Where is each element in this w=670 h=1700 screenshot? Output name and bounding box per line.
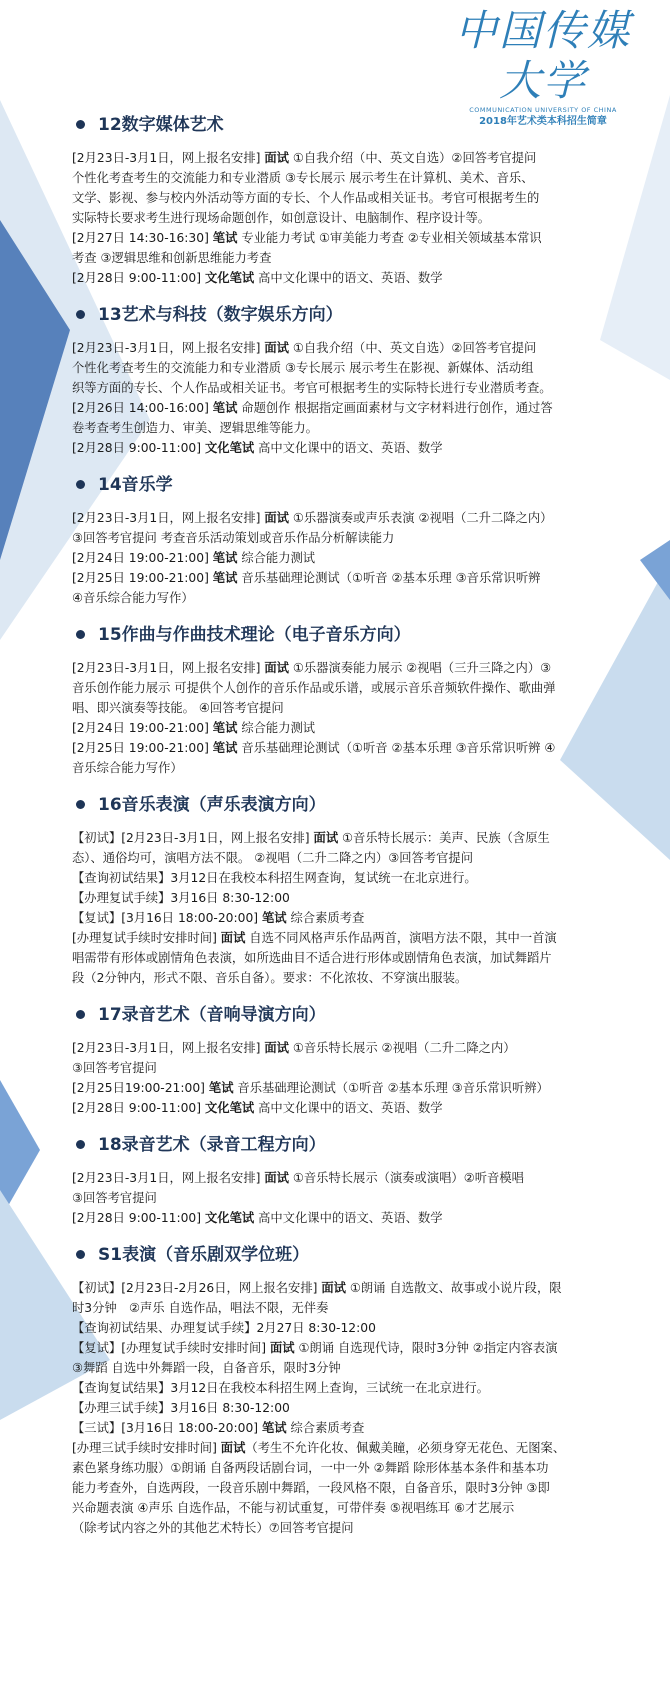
exam-type-label: 文化笔试 <box>204 1101 255 1115</box>
schedule-text: [办理复试手续时安排时间] <box>72 931 221 945</box>
schedule-text: 高中文化课中的语文、英语、数学 <box>254 271 443 285</box>
schedule-text: 【复试】[办理复试手续时安排时间] <box>72 1341 270 1355</box>
brochure-subtitle: 2018年艺术类本科招生简章 <box>479 116 607 127</box>
schedule-text: 自选不同风格声乐作品两首，演唱方法不限，其中一首演 <box>245 931 557 945</box>
schedule-text: 【查询复试结果】3月12日在我校本科招生网上查询，三试统一在北京进行。 <box>72 1381 489 1395</box>
schedule-text: [2月25日 19:00-21:00] <box>72 741 213 755</box>
schedule-text: 【办理复试手续】3月16日 8:30-12:00 <box>72 891 290 905</box>
schedule-text: 音乐综合能力写作） <box>72 761 183 775</box>
schedule-text: 【办理三试手续】3月16日 8:30-12:00 <box>72 1401 290 1415</box>
section-gap <box>72 778 632 792</box>
program-title <box>72 1242 632 1268</box>
schedule-line <box>72 1058 632 1078</box>
bullet-dot-icon <box>76 1250 85 1259</box>
schedule-text: [2月23日-3月1日，网上报名安排] <box>72 151 265 165</box>
schedule-text: ③回答考官提问 考查音乐活动策划或音乐作品分析解读能力 <box>72 531 395 545</box>
schedule-line <box>72 358 632 378</box>
exam-type-label: 文化笔试 <box>204 441 255 455</box>
schedule-line <box>72 228 632 248</box>
exam-schedule-content <box>72 112 632 1552</box>
schedule-line <box>72 1298 632 1318</box>
program-title-text: S1表演（音乐剧双学位班） <box>98 1245 310 1265</box>
schedule-line <box>72 1278 632 1298</box>
schedule-text: [2月28日 9:00-11:00] <box>72 271 205 285</box>
program-section <box>72 112 632 302</box>
bullet-dot-icon <box>76 120 85 129</box>
schedule-line <box>72 338 632 358</box>
schedule-line <box>72 1168 632 1188</box>
exam-type-label: 面试 <box>220 1441 246 1455</box>
schedule-line <box>72 1518 632 1538</box>
schedule-line <box>72 568 632 588</box>
program-section <box>72 1132 632 1242</box>
schedule-line <box>72 1378 632 1398</box>
schedule-text: 个性化考查考生的交流能力和专业潜质 ③专长展示 展示考生在计算机、美术、音乐、 <box>72 171 534 185</box>
schedule-text: 考查 ③逻辑思维和创新思维能力考查 <box>72 251 272 265</box>
schedule-text: 时3分钟 ②声乐 自选作品，唱法不限，无伴奏 <box>72 1301 329 1315</box>
program-section <box>72 1002 632 1132</box>
university-logo <box>448 6 638 128</box>
schedule-line <box>72 248 632 268</box>
schedule-line <box>72 1208 632 1228</box>
schedule-line <box>72 678 632 698</box>
schedule-line <box>72 438 632 458</box>
program-title <box>72 1002 632 1028</box>
schedule-line <box>72 698 632 718</box>
schedule-text: [办理三试手续时安排时间] <box>72 1441 221 1455</box>
schedule-line <box>72 718 632 738</box>
program-title-text: 17录音艺术（音响导演方向） <box>98 1005 326 1025</box>
schedule-text: ①自我介绍（中、英文自选）②回答考官提问 <box>288 341 537 355</box>
schedule-line <box>72 738 632 758</box>
exam-type-label: 笔试 <box>212 551 238 565</box>
schedule-text: [2月23日-3月1日，网上报名安排] <box>72 1041 265 1055</box>
bullet-dot-icon <box>76 480 85 489</box>
schedule-text: [2月28日 9:00-11:00] <box>72 1211 205 1225</box>
program-title <box>72 1132 632 1158</box>
schedule-text: 唱需带有形体或剧情角色表演，如所选曲目不适合进行形体或剧情角色表演，加试舞蹈片 <box>72 951 552 965</box>
schedule-text: [2月23日-3月1日，网上报名安排] <box>72 341 265 355</box>
section-gap <box>72 1228 632 1242</box>
exam-type-label: 笔试 <box>261 911 287 925</box>
section-gap <box>72 458 632 472</box>
schedule-line <box>72 948 632 968</box>
schedule-text: ①朗诵 自选散文、故事或小说片段，限 <box>345 1281 562 1295</box>
schedule-text: 能力考查外，自选两段，一段音乐剧中舞蹈，一段风格不限，自备音乐，限时3分钟 ③即 <box>72 1481 550 1495</box>
schedule-text: ④音乐综合能力写作） <box>72 591 194 605</box>
schedule-line <box>72 1458 632 1478</box>
schedule-line <box>72 268 632 288</box>
schedule-text: 高中文化课中的语文、英语、数学 <box>254 1211 443 1225</box>
schedule-text: 唱、即兴演奏等技能。 ④回答考官提问 <box>72 701 284 715</box>
schedule-line <box>72 1338 632 1358</box>
schedule-text: [2月28日 9:00-11:00] <box>72 1101 205 1115</box>
schedule-line <box>72 828 632 848</box>
schedule-text: 高中文化课中的语文、英语、数学 <box>254 1101 443 1115</box>
schedule-text: 综合素质考查 <box>286 1421 365 1435</box>
schedule-line <box>72 588 632 608</box>
program-title <box>72 622 632 648</box>
schedule-text: ①朗诵 自选现代诗，限时3分钟 ②指定内容表演 <box>294 1341 558 1355</box>
schedule-text: 音乐基础理论测试（①听音 ②基本乐理 ③音乐常识听辨 ④ <box>237 741 556 755</box>
schedule-text: 实际特长要求考生进行现场命题创作，如创意设计、电脑制作、程序设计等。 <box>72 211 491 225</box>
bullet-dot-icon <box>76 310 85 319</box>
schedule-line <box>72 418 632 438</box>
exam-type-label: 面试 <box>321 1281 346 1295</box>
schedule-text: （除考试内容之外的其他艺术特长）⑦回答考官提问 <box>72 1521 354 1535</box>
schedule-line <box>72 378 632 398</box>
exam-type-label: 面试 <box>264 1171 289 1185</box>
program-title-text: 14音乐学 <box>98 475 173 495</box>
schedule-text: [2月25日19:00-21:00] <box>72 1081 209 1095</box>
schedule-line <box>72 1398 632 1418</box>
schedule-text: 兴命题表演 ④声乐 自选作品，不能与初试重复，可带伴奏 ⑤视唱练耳 ⑥才艺展示 <box>72 1501 515 1515</box>
schedule-text: ①乐器演奏或声乐表演 ②视唱（二升二降之内） <box>288 511 553 525</box>
schedule-text: ①音乐特长展示：美声、民族（含原生 <box>338 831 550 845</box>
exam-type-label: 面试 <box>264 341 289 355</box>
schedule-text: [2月23日-3月1日，网上报名安排] <box>72 511 265 525</box>
schedule-text: 综合能力测试 <box>237 551 316 565</box>
schedule-line <box>72 1078 632 1098</box>
schedule-line <box>72 1318 632 1338</box>
schedule-line <box>72 1438 632 1458</box>
schedule-line <box>72 548 632 568</box>
exam-type-label: 笔试 <box>212 401 238 415</box>
schedule-line <box>72 968 632 988</box>
exam-type-label: 笔试 <box>212 571 238 585</box>
schedule-line <box>72 168 632 188</box>
schedule-text: 高中文化课中的语文、英语、数学 <box>254 441 443 455</box>
schedule-text: ③回答考官提问 <box>72 1191 157 1205</box>
program-title-text: 18录音艺术（录音工程方向） <box>98 1135 326 1155</box>
schedule-text: [2月24日 19:00-21:00] <box>72 551 213 565</box>
schedule-text: 【查询初试结果、办理复试手续】2月27日 8:30-12:00 <box>72 1321 376 1335</box>
exam-type-label: 面试 <box>264 661 289 675</box>
schedule-text: [2月26日 14:00-16:00] <box>72 401 213 415</box>
schedule-line <box>72 508 632 528</box>
schedule-text: 命题创作 根据指定画面素材与文字材料进行创作，通过答 <box>237 401 553 415</box>
schedule-line <box>72 908 632 928</box>
program-title-text: 16音乐表演（声乐表演方向） <box>98 795 326 815</box>
section-gap <box>72 288 632 302</box>
exam-type-label: 面试 <box>264 511 289 525</box>
schedule-line <box>72 398 632 418</box>
schedule-line <box>72 148 632 168</box>
schedule-line <box>72 1498 632 1518</box>
schedule-text: 音乐创作能力展示 可提供个人创作的音乐作品或乐谱，或展示音乐音频软件操作、歌曲弹 <box>72 681 556 695</box>
section-gap <box>72 988 632 1002</box>
program-title <box>72 792 632 818</box>
schedule-text: 段（2分钟内，形式不限、音乐自备）。要求：不化浓妆、不穿演出服装。 <box>72 971 468 985</box>
program-section <box>72 472 632 622</box>
schedule-text: 织等方面的专长、个人作品或相关证书。考官可根据考生的实际特长进行专业潜质考查。 <box>72 381 552 395</box>
schedule-line <box>72 1358 632 1378</box>
bullet-dot-icon <box>76 1010 85 1019</box>
program-section <box>72 792 632 1002</box>
schedule-text: [2月24日 19:00-21:00] <box>72 721 213 735</box>
schedule-line <box>72 1038 632 1058</box>
program-title-text: 12数字媒体艺术 <box>98 115 224 135</box>
schedule-text: ①音乐特长展示 ②视唱（二升二降之内） <box>288 1041 516 1055</box>
exam-type-label: 面试 <box>264 1041 289 1055</box>
schedule-line <box>72 1418 632 1438</box>
bullet-dot-icon <box>76 630 85 639</box>
schedule-text: 专业能力考试 ①审美能力考查 ②专业相关领域基本常识 <box>237 231 542 245</box>
schedule-text: ①自我介绍（中、英文自选）②回答考官提问 <box>288 151 537 165</box>
schedule-text: 卷考查考生创造力、审美、逻辑思维等能力。 <box>72 421 318 435</box>
schedule-text: 【三试】[3月16日 18:00-20:00] <box>72 1421 262 1435</box>
schedule-line <box>72 528 632 548</box>
schedule-text: 综合素质考查 <box>286 911 365 925</box>
schedule-line <box>72 208 632 228</box>
schedule-text: （考生不允许化妆、佩戴美瞳，必须身穿无花色、无图案、 <box>245 1441 566 1455</box>
schedule-text: ③回答考官提问 <box>72 1061 157 1075</box>
schedule-text: 【初试】[2月23日-2月26日，网上报名安排] <box>72 1281 322 1295</box>
schedule-line <box>72 848 632 868</box>
schedule-text: 音乐基础理论测试（①听音 ②基本乐理 ③音乐常识听辨 <box>237 571 541 585</box>
exam-type-label: 面试 <box>220 931 246 945</box>
schedule-line <box>72 868 632 888</box>
schedule-text: [2月27日 14:30-16:30] <box>72 231 213 245</box>
schedule-text: 【初试】[2月23日-3月1日，网上报名安排] <box>72 831 314 845</box>
exam-type-label: 笔试 <box>261 1421 287 1435</box>
schedule-line <box>72 1098 632 1118</box>
bullet-dot-icon <box>76 1140 85 1149</box>
exam-type-label: 面试 <box>269 1341 295 1355</box>
exam-type-label: 笔试 <box>208 1081 234 1095</box>
logo-chinese-name: 中国传媒大学 <box>454 6 631 105</box>
logo-english-name: COMMUNICATION UNIVERSITY OF CHINA <box>469 106 617 114</box>
schedule-text: 【查询初试结果】3月12日在我校本科招生网查询，复试统一在北京进行。 <box>72 871 477 885</box>
program-title <box>72 302 632 328</box>
section-gap <box>72 1538 632 1552</box>
section-gap <box>72 1118 632 1132</box>
schedule-text: [2月25日 19:00-21:00] <box>72 571 213 585</box>
section-gap <box>72 608 632 622</box>
program-title-text: 13艺术与科技（数字娱乐方向） <box>98 305 343 325</box>
schedule-line <box>72 758 632 778</box>
schedule-text: ①乐器演奏能力展示 ②视唱（三升三降之内）③ <box>288 661 552 675</box>
schedule-text: [2月23日-3月1日，网上报名安排] <box>72 661 265 675</box>
schedule-text: ③舞蹈 自选中外舞蹈一段，自备音乐，限时3分钟 <box>72 1361 341 1375</box>
exam-type-label: 笔试 <box>212 231 238 245</box>
exam-type-label: 文化笔试 <box>204 1211 255 1225</box>
schedule-line <box>72 188 632 208</box>
schedule-line <box>72 1478 632 1498</box>
program-title-text: 15作曲与作曲技术理论（电子音乐方向） <box>98 625 411 645</box>
schedule-line <box>72 928 632 948</box>
program-section <box>72 622 632 792</box>
exam-type-label: 文化笔试 <box>204 271 255 285</box>
schedule-text: ①音乐特长展示（演奏或演唱）②听音模唱 <box>288 1171 524 1185</box>
exam-type-label: 面试 <box>264 151 289 165</box>
schedule-text: 综合能力测试 <box>237 721 316 735</box>
schedule-text: 个性化考查考生的交流能力和专业潜质 ③专长展示 展示考生在影视、新媒体、活动组 <box>72 361 534 375</box>
deco-triangle-left-mid <box>0 1080 40 1220</box>
program-title <box>72 472 632 498</box>
program-section <box>72 302 632 472</box>
program-title <box>72 112 632 138</box>
schedule-line <box>72 658 632 678</box>
schedule-line <box>72 1188 632 1208</box>
schedule-text: [2月23日-3月1日，网上报名安排] <box>72 1171 265 1185</box>
schedule-text: 音乐基础理论测试（①听音 ②基本乐理 ③音乐常识听辨） <box>233 1081 549 1095</box>
schedule-text: 态）、通俗均可，演唱方法不限。 ②视唱（二升二降之内）③回答考官提问 <box>72 851 474 865</box>
schedule-line <box>72 888 632 908</box>
exam-type-label: 笔试 <box>212 741 238 755</box>
bullet-dot-icon <box>76 800 85 809</box>
schedule-text: 文学、影视、参与校内外活动等方面的专长、个人作品或相关证书。考官可根据考生的 <box>72 191 540 205</box>
schedule-text: 【复试】[3月16日 18:00-20:00] <box>72 911 262 925</box>
schedule-text: 素色紧身练功服）①朗诵 自备两段话剧台词，一中一外 ②舞蹈 除形体基本条件和基本功 <box>72 1461 549 1475</box>
schedule-text: [2月28日 9:00-11:00] <box>72 441 205 455</box>
exam-type-label: 笔试 <box>212 721 238 735</box>
exam-type-label: 面试 <box>313 831 339 845</box>
program-section <box>72 1242 632 1552</box>
